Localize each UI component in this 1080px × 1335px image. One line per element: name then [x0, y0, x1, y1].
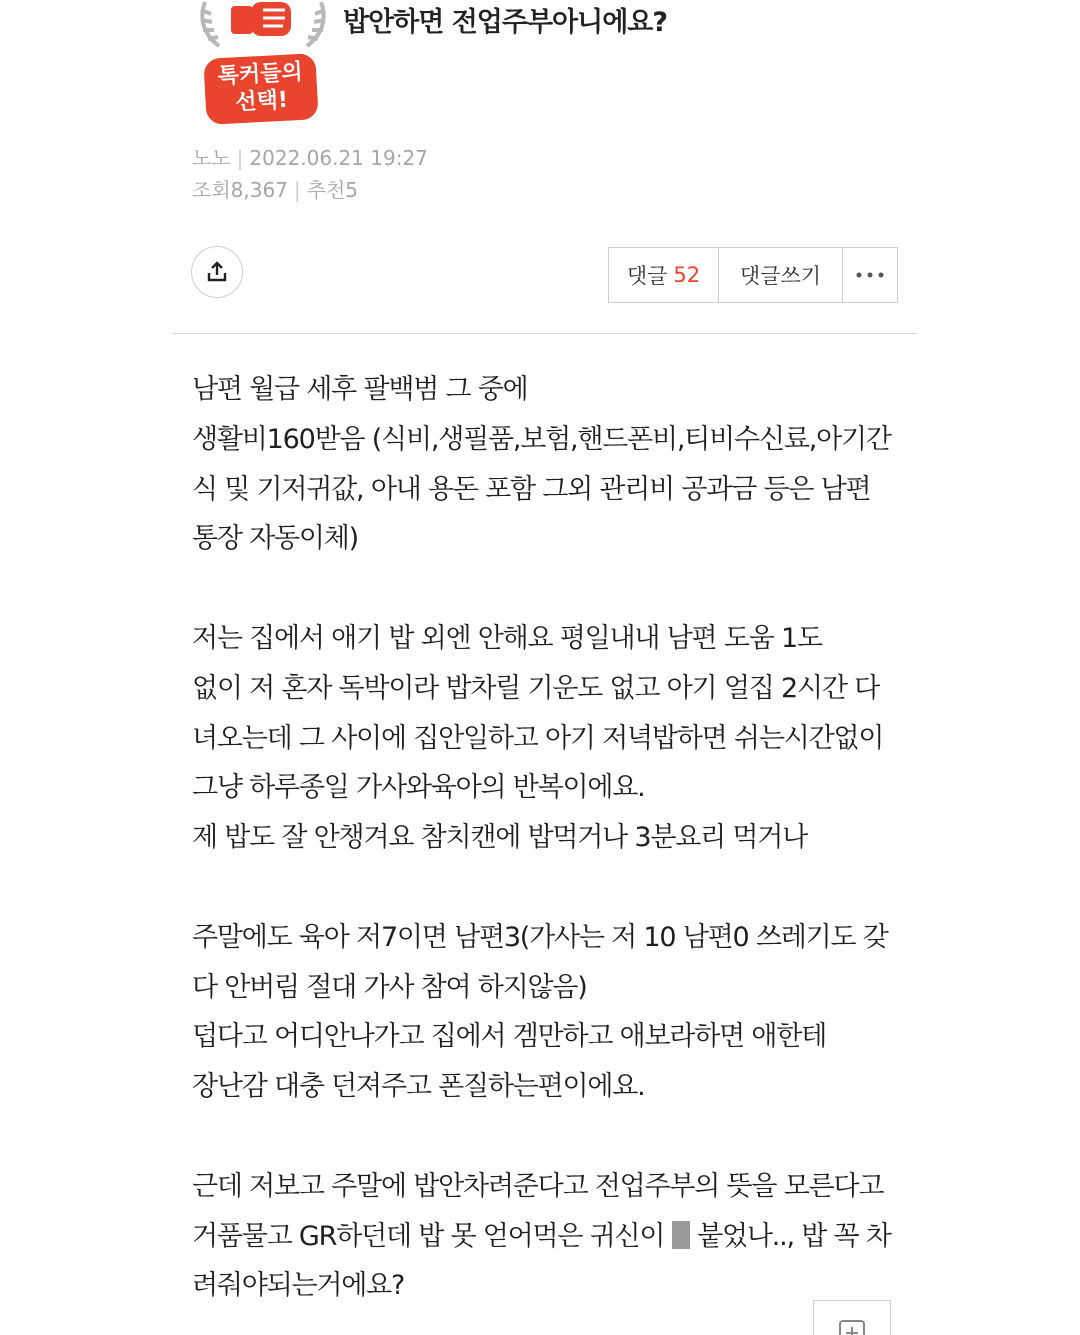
views-label: 조회	[192, 178, 231, 202]
post-title: 밥안하면 전업주부아니에요?	[343, 7, 668, 38]
paragraph-1	[192, 365, 907, 564]
post-meta-stats	[192, 174, 358, 203]
post-body	[192, 365, 907, 1311]
post-meta-author-date	[192, 142, 428, 171]
paragraph-2	[192, 614, 907, 863]
body-line: 녀오는데 그 사이에 집안일하고 아기 저녁밥하면 쉬는시간없이	[192, 722, 884, 754]
plus-icon	[838, 1319, 866, 1335]
write-comment-button[interactable]: 댓글쓰기	[719, 248, 843, 302]
best-pick-label	[203, 53, 318, 125]
likes-count: 5	[345, 178, 359, 202]
body-line: 저는 집에서 애기 밥 외엔 안해요 평일내내 남편 도움 1도	[192, 622, 822, 654]
comments-label: 댓글	[626, 264, 668, 288]
badge-label-line1: 톡커들의	[217, 59, 304, 90]
body-line: 다 안버림 절대 가사 참여 하지않음)	[192, 971, 587, 1003]
body-line: 제 밥도 잘 안챙겨요 참치캔에 밥먹거나 3분요리 먹거나	[192, 822, 808, 854]
censor-block	[672, 1221, 690, 1249]
share-button[interactable]	[191, 246, 243, 298]
body-line: 그냥 하루종일 가사와육아의 반복이에요.	[192, 772, 645, 804]
views-count: 8,367	[230, 178, 288, 202]
body-line: 식 및 기저귀값, 아내 용돈 포함 그외 관리비 공과금 등은 남편	[192, 473, 871, 505]
body-line: 없이 저 혼자 독박이라 밥차릴 기운도 없고 아기 얼집 2시간 다	[192, 672, 879, 704]
body-line-part: 붙었나.., 밥 꼭 차	[689, 1220, 891, 1252]
body-line-part: 거품물고 GR하던데 밥 못 얻어먹은 귀신이	[192, 1220, 672, 1252]
content-divider	[172, 333, 917, 334]
floating-add-button[interactable]	[813, 1300, 891, 1335]
comment-toolbar	[608, 247, 898, 303]
meta-separator: |	[293, 178, 301, 202]
more-button[interactable]	[843, 248, 897, 302]
laurel-thumbs-up-icon	[193, 0, 333, 60]
body-line: 통장 자동이체)	[192, 523, 359, 555]
paragraph-4	[192, 1162, 907, 1311]
body-line	[192, 1212, 907, 1262]
post-date: 2022.06.21 19:27	[249, 146, 428, 170]
meta-separator: |	[236, 146, 244, 170]
badge-label-line2: 선택!	[234, 87, 289, 116]
body-line: 장난감 대충 던져주고 폰질하는편이에요.	[192, 1071, 645, 1103]
share-icon	[205, 260, 229, 284]
body-line: 주말에도 육아 저7이면 남편3(가사는 저 10 남편0 쓰레기도 갖	[192, 921, 888, 953]
body-line: 덥다고 어디안나가고 집에서 겜만하고 애보라하면 애한테	[192, 1021, 827, 1053]
comments-button[interactable]	[609, 248, 719, 302]
paragraph-3	[192, 913, 907, 1112]
more-icon	[855, 271, 885, 279]
body-line: 남편 월급 세후 팔백범 그 중에	[192, 374, 528, 405]
likes-label: 추천	[306, 178, 346, 202]
comments-count: 52	[673, 263, 701, 287]
author-name[interactable]: 노노	[192, 146, 231, 170]
body-line: 려줘야되는거에요?	[192, 1270, 405, 1302]
body-line: 생활비160받음 (식비,생필품,보험,핸드폰비,티비수신료,아기간	[192, 423, 891, 455]
best-pick-badge	[193, 0, 333, 128]
body-line: 근데 저보고 주말에 밥안차려준다고 전업주부의 뜻을 모른다고	[192, 1170, 884, 1202]
